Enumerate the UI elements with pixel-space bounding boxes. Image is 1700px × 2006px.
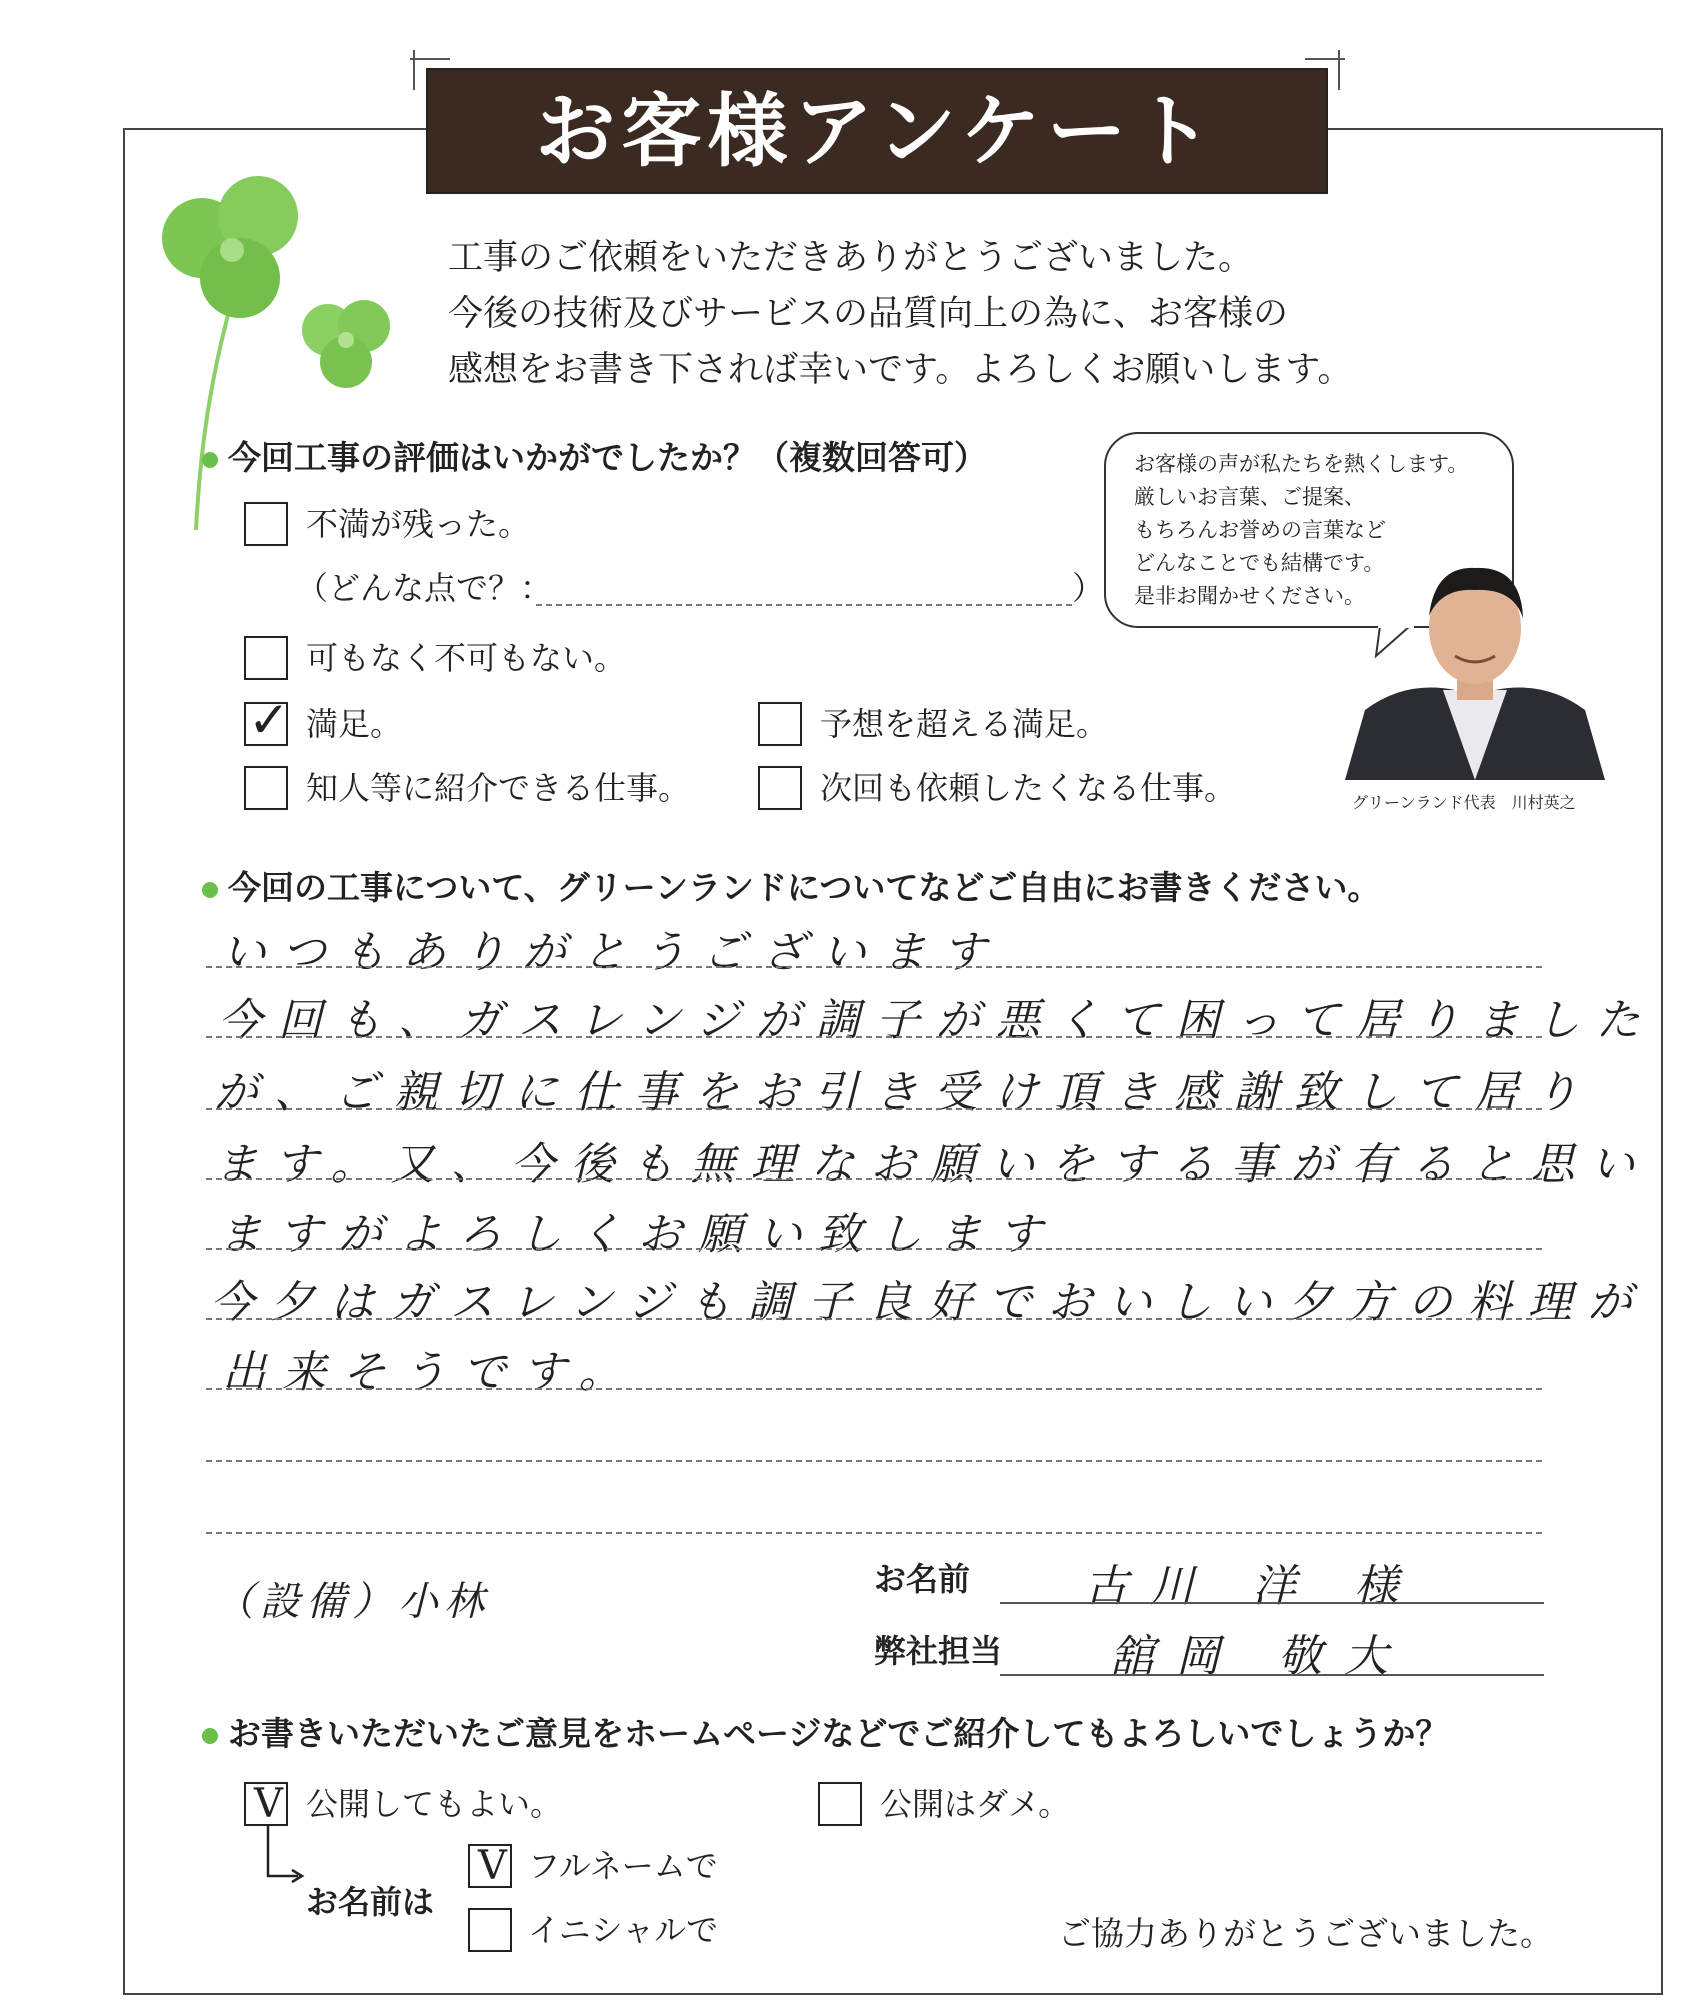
- detail-label: （どんな点で？：: [296, 569, 553, 607]
- intro-line: 今後の技術及びサービスの品質向上の為に、お客様の: [448, 294, 1289, 334]
- checkbox-beyond[interactable]: [758, 702, 802, 746]
- writing-line: [206, 1388, 1542, 1390]
- label-fullname: フルネームで: [528, 1847, 718, 1885]
- comment-line: が、ご親切に仕事をお引き受け頂き感謝致して居り: [214, 1067, 1594, 1118]
- crop-mark: [1338, 50, 1340, 90]
- check-mark-icon: V: [254, 1781, 283, 1827]
- q2-question: 今回の工事について、グリーンランドについてなどご自由にお書きください。: [228, 868, 1381, 907]
- bullet-icon: [202, 882, 218, 898]
- crop-mark: [413, 50, 415, 90]
- writing-line: [206, 1178, 1542, 1180]
- checkbox-recommend[interactable]: [244, 766, 288, 810]
- check-mark-icon: ✓: [248, 691, 290, 749]
- check-mark-icon: V: [478, 1843, 507, 1889]
- writing-line: [206, 1248, 1542, 1250]
- checkbox-unsatisfied[interactable]: [244, 502, 288, 546]
- staff-value: 舘岡 敬大: [1110, 1631, 1410, 1682]
- name-line: [1000, 1602, 1544, 1604]
- staff-label: 弊社担当: [874, 1632, 1003, 1670]
- checkbox-fullname[interactable]: [468, 1844, 512, 1888]
- crop-mark: [410, 58, 450, 60]
- q3-question: お書きいただいたご意見をホームページなどでご紹介してもよろしいでしょうか？: [228, 1714, 1449, 1753]
- clover-illustration: [140, 150, 410, 540]
- page-title: お客様アンケート: [426, 68, 1328, 194]
- intro-line: 工事のご依頼をいただきありがとうございました。: [448, 238, 1254, 278]
- comment-line: いつもありがとうございます: [222, 927, 1002, 978]
- checkbox-public[interactable]: [244, 1782, 288, 1826]
- label-recommend: 知人等に紹介できる仕事。: [306, 769, 691, 807]
- q1-question: 今回工事の評価はいかがでしたか？（複数回答可）: [228, 438, 987, 477]
- comment-line: 今夕はガスレンジも調子良好でおいしい夕方の料理が: [210, 1277, 1648, 1328]
- clover-small-icon: [302, 300, 390, 388]
- comment-line: ます。又、今後も無理なお願いをする事が有ると思い: [214, 1139, 1651, 1190]
- intro-text: [448, 230, 1558, 398]
- writing-line: [206, 966, 1542, 968]
- checkbox-neutral[interactable]: [244, 636, 288, 680]
- label-beyond: 予想を超える満足。: [820, 705, 1109, 743]
- arrow-icon: [258, 1826, 308, 1886]
- bullet-icon: [202, 452, 218, 468]
- label-unsatisfied: 不満が残った。: [306, 505, 531, 543]
- writing-line: [206, 1460, 1542, 1462]
- representative-caption: グリーンランド代表 川村英之: [1352, 793, 1576, 812]
- writing-line: [206, 1318, 1542, 1320]
- comment-line: ますがよろしくお願い致します: [218, 1209, 1058, 1260]
- label-initials: イニシャルで: [528, 1911, 719, 1949]
- department-note: （設備）小林: [214, 1579, 490, 1625]
- writing-line: [206, 1036, 1542, 1038]
- crop-mark: [1305, 58, 1345, 60]
- checkbox-initials[interactable]: [468, 1908, 512, 1952]
- representative-photo: [1345, 540, 1605, 780]
- label-public: 公開してもよい。: [306, 1785, 563, 1823]
- bullet-icon: [202, 1728, 218, 1744]
- writing-line: [206, 1108, 1542, 1110]
- speech-line: 是非お聞かせください。: [1134, 584, 1365, 608]
- detail-close: ）: [1072, 569, 1105, 607]
- checkbox-again[interactable]: [758, 766, 802, 810]
- comment-line: 今回も、ガスレンジが調子が悪くて困って居りました: [218, 995, 1656, 1046]
- label-satisfied: 満足。: [306, 705, 403, 743]
- thanks-text: ご協力ありがとうございました。: [1058, 1914, 1553, 1953]
- label-private: 公開はダメ。: [880, 1785, 1071, 1823]
- writing-line: [206, 1532, 1542, 1534]
- speech-line: お客様の声が私たちを熱くします。: [1134, 452, 1469, 476]
- name-form-label: お名前は: [306, 1883, 435, 1921]
- label-again: 次回も依頼したくなる仕事。: [820, 769, 1237, 807]
- name-value: 古川 洋 様: [1084, 1561, 1420, 1612]
- speech-line: どんなことでも結構です。: [1134, 551, 1385, 575]
- detail-input-line[interactable]: [536, 604, 1072, 606]
- name-label: お名前: [874, 1560, 971, 1598]
- checkbox-satisfied[interactable]: [244, 691, 290, 749]
- q2-heading: [202, 862, 1380, 909]
- speech-line: もちろんお誉めの言葉など: [1134, 518, 1386, 542]
- speech-line: 厳しいお言葉、ご提案、: [1134, 485, 1365, 509]
- q1-heading: [202, 432, 987, 479]
- intro-line: 感想をお書き下されば幸いです。よろしくお願いします。: [448, 350, 1353, 390]
- comment-line: 出来そうです。: [222, 1347, 639, 1398]
- checkbox-private[interactable]: [818, 1782, 862, 1826]
- staff-line: [1000, 1674, 1544, 1676]
- q3-heading: [202, 1708, 1448, 1755]
- label-neutral: 可もなく不可もない。: [306, 639, 627, 677]
